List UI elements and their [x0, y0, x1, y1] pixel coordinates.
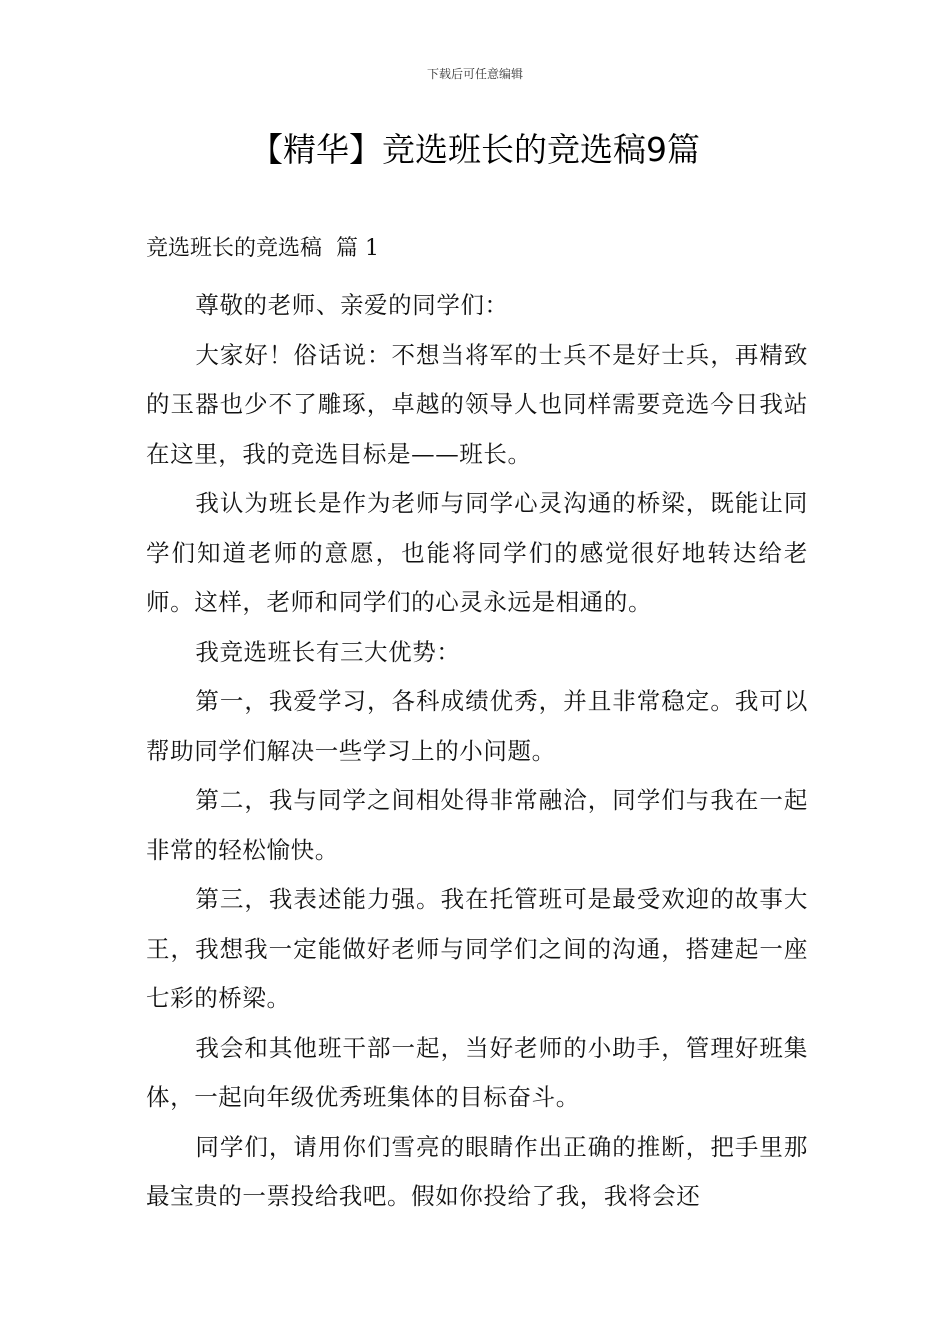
paragraph: 第三，我表述能力强。我在托管班可是最受欢迎的故事大王，我想我一定能做好老师与同学们之间的沟通，搭建起一座七彩的桥梁。 [146, 885, 808, 1012]
page-header-note: 下载后可任意编辑 [426, 67, 523, 81]
paragraph-greeting: 尊敬的老师、亲爱的同学们： [195, 291, 509, 319]
paragraph: 我会和其他班干部一起，当好老师的小助手，管理好班集体，一起向年级优秀班集体的目标奋斗。 [146, 1033, 808, 1111]
paragraph: 第二，我与同学之间相处得非常融洽，同学们与我在一起非常的轻松愉快。 [146, 786, 808, 864]
section-heading-text: 竞选班长的竞选稿 [146, 236, 323, 261]
section-heading [146, 232, 379, 266]
section-part-number: 篇 1 [336, 236, 380, 261]
document-body [146, 281, 808, 1222]
paragraph: 我竞选班长有三大优势： [195, 637, 461, 666]
document-title: 【精华】竞选班长的竞选稿9篇 [250, 130, 700, 169]
paragraph: 我认为班长是作为老师与同学心灵沟通的桥梁，既能让同学们知道老师的意愿，也能将同学们的感觉很好地转达给老师。这样，老师和同学们的心灵永远是相通的。 [146, 489, 808, 616]
paragraph: 第一，我爱学习，各科成绩优秀，并且非常稳定。我可以帮助同学们解决一些学习上的小问题。 [146, 687, 808, 765]
paragraph: 同学们，请用你们雪亮的眼睛作出正确的推断，把手里那最宝贵的一票投给我吧。假如你投给了我，我将会还 [146, 1132, 808, 1210]
paragraph: 大家好！俗话说：不想当将军的士兵不是好士兵，再精致的玉器也少不了雕琢，卓越的领导人也同样需要竞选今日我站在这里，我的竞选目标是——班长。 [146, 340, 808, 468]
